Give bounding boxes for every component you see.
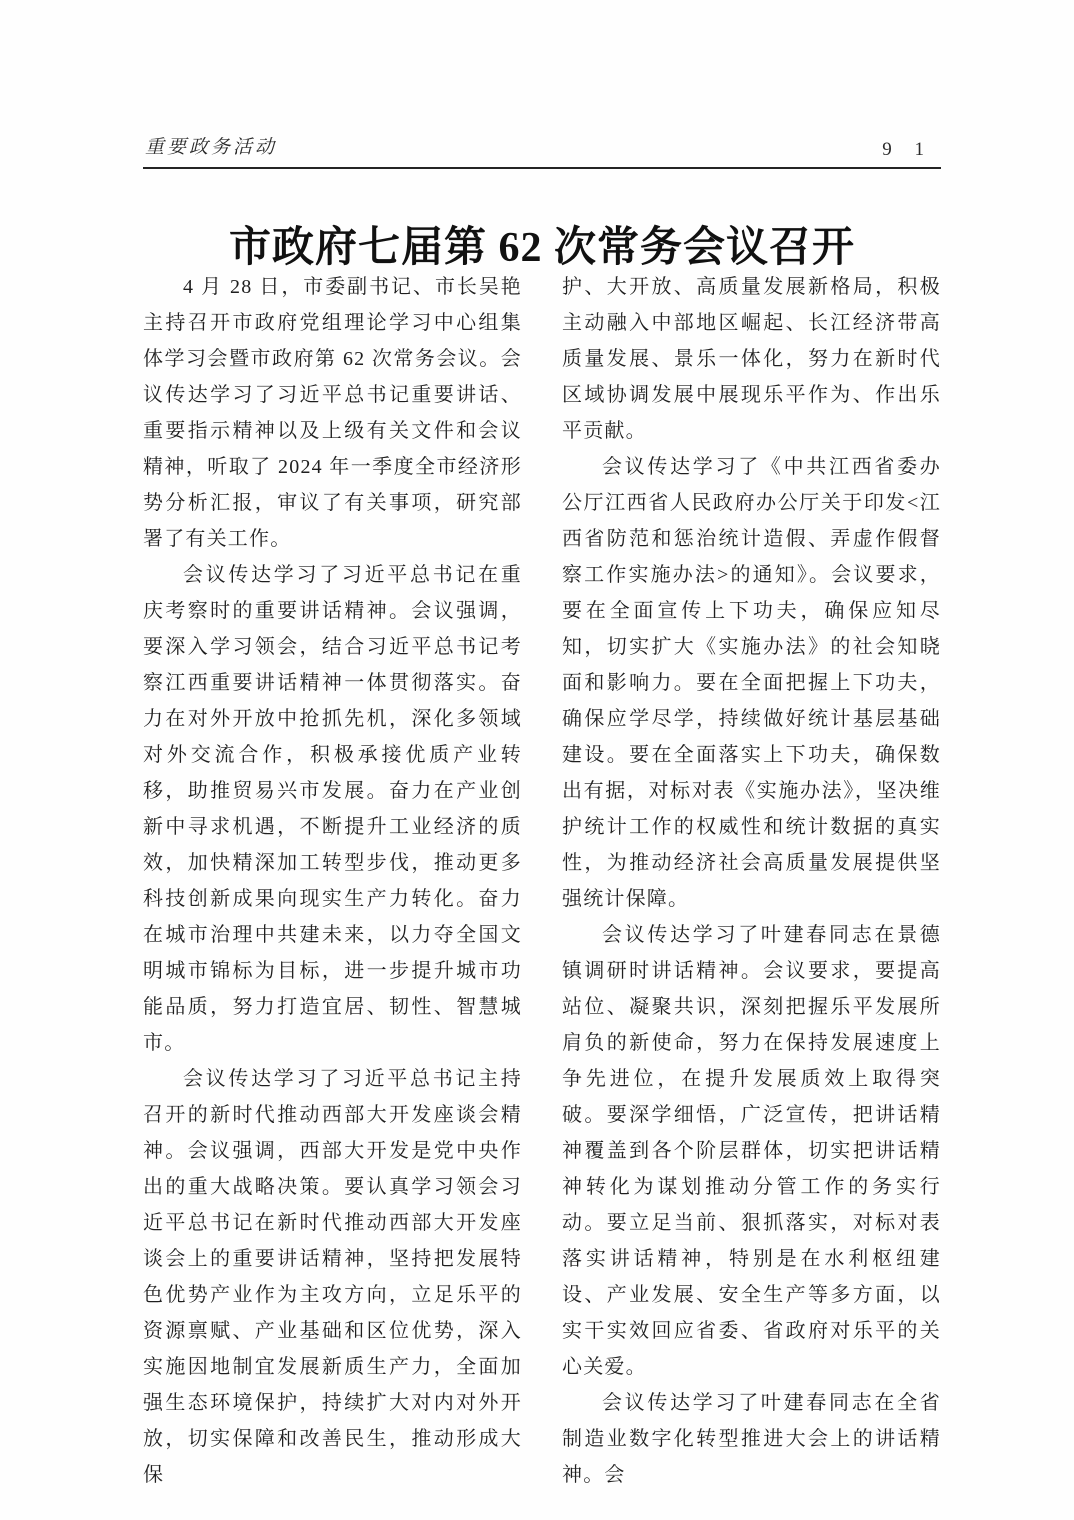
paragraph: 护、大开放、高质量发展新格局，积极主动融入中部地区崛起、长江经济带高质量发展、景乐一体化，努力在新时代区域协调发展中展现乐平作为、作出乐平贡献。 xyxy=(562,276,941,442)
paragraph: 4 月 28 日，市委副书记、市长吴艳主持召开市政府党组理论学习中心组集体学习会暨市政府第 62 次常务会议。会议传达学习了习近平总书记重要讲话、重要指示精神以及上级有关文件和会议精神，听取了 2024 年一季度全市经济形势分析汇报，审议了有关事项，研究部署了有关工作。 xyxy=(143,276,522,550)
running-header xyxy=(143,130,941,166)
paragraph: 会议传达学习了习近平总书记在重庆考察时的重要讲话精神。会议强调，要深入学习领会，结合习近平总书记考察江西重要讲话精神一体贯彻落实。奋力在对外开放中抢抓先机，深化多领域对外交流合作，积极承接优质产业转移，助推贸易兴市发展。奋力在产业创新中寻求机遇，不断提升工业经济的质效，加快精深加工转型步伐，推动更多科技创新成果向现实生产力转化。奋力在城市治理中共建未来，以力夺全国文明城市锦标为目标，进一步提升城市功能品质，努力打造宜居、韧性、智慧城市。 xyxy=(143,564,522,1054)
article-title: 市政府七届第 62 次常务会议召开 xyxy=(228,225,855,272)
left-column xyxy=(143,269,522,1493)
paragraph: 会议传达学习了叶建春同志在全省制造业数字化转型推进大会上的讲话精神。会 xyxy=(562,1392,941,1486)
header-rule xyxy=(143,167,941,169)
paragraph: 会议传达学习了叶建春同志在景德镇调研时讲话精神。会议要求，要提高站位、凝聚共识，深刻把握乐平发展所肩负的新使命，努力在保持发展速度上争先进位，在提升发展质效上取得突破。要深学细悟，广泛宣传，把讲话精神覆盖到各个阶层群体，切实把讲话精神转化为谋划推动分管工作的务实行动。要立足当前、狠抓落实，对标对表落实讲话精神，特别是在水利枢纽建设、产业发展、安全生产等多方面，以实干实效回应省委、省政府对乐平的关心关爱。 xyxy=(562,924,941,1378)
section-label: 重要政务活动 xyxy=(145,137,278,158)
article-body xyxy=(143,269,941,1493)
paragraph: 会议传达学习了《中共江西省委办公厅江西省人民政府办公厅关于印发<江西省防范和惩治统计造假、弄虚作假督察工作实施办法>的通知》。会议要求，要在全面宣传上下功夫，确保应知尽知，切实扩大《实施办法》的社会知晓面和影响力。要在全面把握上下功夫，确保应学尽学，持续做好统计基层基础建设。要在全面落实上下功夫，确保数出有据，对标对表《实施办法》，坚决维护统计工作的权威性和统计数据的真实性，为推动经济社会高质量发展提供坚强统计保障。 xyxy=(562,456,941,910)
paragraph: 会议传达学习了习近平总书记主持召开的新时代推动西部大开发座谈会精神。会议强调，西部大开发是党中央作出的重大战略决策。要认真学习领会习近平总书记在新时代推动西部大开发座谈会上的重要讲话精神，坚持把发展特色优势产业作为主攻方向，立足乐平的资源禀赋、产业基础和区位优势，深入实施因地制宜发展新质生产力，全面加强生态环境保护，持续扩大对内对外开放，切实保障和改善民生，推动形成大保 xyxy=(143,1068,522,1486)
page-number: 9 1 xyxy=(882,139,933,160)
right-column xyxy=(562,269,941,1493)
